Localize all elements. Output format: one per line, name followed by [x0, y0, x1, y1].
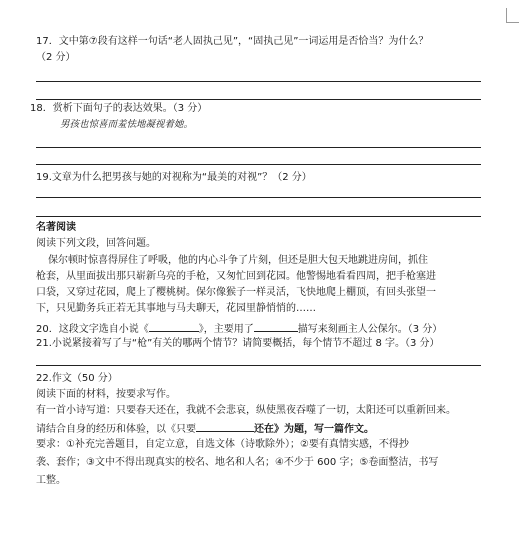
- question-19: 19.文章为什么把男孩与她的对视称为“最美的对视”？（2 分）: [36, 172, 312, 183]
- composition-prompt: [36, 421, 374, 436]
- question-17: 17．文中第⑦段有这样一句话“老人固执己见”，“固执己见”一词运用是否恰当？为什么？: [36, 36, 429, 47]
- page-corner-mark: [506, 8, 519, 23]
- answer-blank[interactable]: [254, 321, 298, 332]
- composition-prompt-text: 还在》为题，写一篇作文。: [254, 424, 374, 435]
- answer-blank[interactable]: [149, 321, 199, 332]
- title-blank[interactable]: [196, 421, 254, 432]
- passage-line: 枪套，从里面拔出那只崭新乌亮的手枪，又匆忙回到花园。他警惕地看看四周，把手枪塞进: [36, 271, 436, 282]
- answer-line[interactable]: [36, 147, 481, 148]
- question-20-text: 》，主要用了: [198, 324, 254, 335]
- passage-line: 口袋，又穿过花园，爬上了樱桃树。保尔像猴子一样灵活，飞快地爬上棚顶，有回头张望一: [36, 287, 436, 298]
- composition-prompt-text: 请结合自身的经历和体验，以《只要: [36, 424, 196, 435]
- passage-line: 保尔顿时惊喜得屏住了呼吸，他的内心斗争了片刻，但还是胆大包天地跳进房间，抓住: [48, 255, 428, 266]
- question-17-score: （2 分）: [36, 52, 76, 63]
- composition-instruction: 阅读下面的材料，按要求写作。: [36, 389, 176, 400]
- composition-material: 有一首小诗写道：只要春天还在，我就不会悲哀，纵使黑夜吞噬了一切，太阳还可以重新回来。: [36, 405, 456, 416]
- question-18-quote: 男孩也惊喜而羞怯地凝视着她。: [60, 119, 194, 130]
- question-22-title: 22.作文（50 分）: [36, 373, 118, 384]
- answer-line[interactable]: [36, 216, 481, 217]
- answer-line[interactable]: [36, 81, 481, 82]
- section-title: 名著阅读: [36, 222, 76, 233]
- answer-line[interactable]: [36, 365, 481, 366]
- answer-line[interactable]: [36, 164, 481, 165]
- question-20: [36, 321, 442, 336]
- requirement-line: 工整。: [36, 475, 66, 486]
- reading-instruction: 阅读下列文段，回答问题。: [36, 238, 156, 249]
- passage-line: 下，只见勤务兵正若无其事地与马夫聊天，花园里静悄悄的……: [36, 303, 316, 314]
- question-18: 18．赏析下面句子的表达效果。（3 分）: [30, 103, 208, 114]
- question-20-text: 描写来刻画主人公保尔。（3 分）: [297, 324, 443, 335]
- requirement-line: 要求：①补充完善题目，自定立意，自选文体（诗歌除外）；②要有真情实感，不得抄: [36, 439, 409, 450]
- question-20-text: 20．这段文字选自小说《: [36, 324, 149, 335]
- answer-line[interactable]: [36, 99, 481, 100]
- question-21: 21.小说紧接着写了与“枪”有关的哪两个情节？请简要概括，每个情节不超过 8 字。（3 分）: [36, 338, 440, 349]
- answer-line[interactable]: [36, 197, 481, 198]
- requirement-line: 袭、套作；③文中不得出现真实的校名、地名和人名；④不少于 600 字；⑤卷面整洁，书写: [36, 457, 439, 468]
